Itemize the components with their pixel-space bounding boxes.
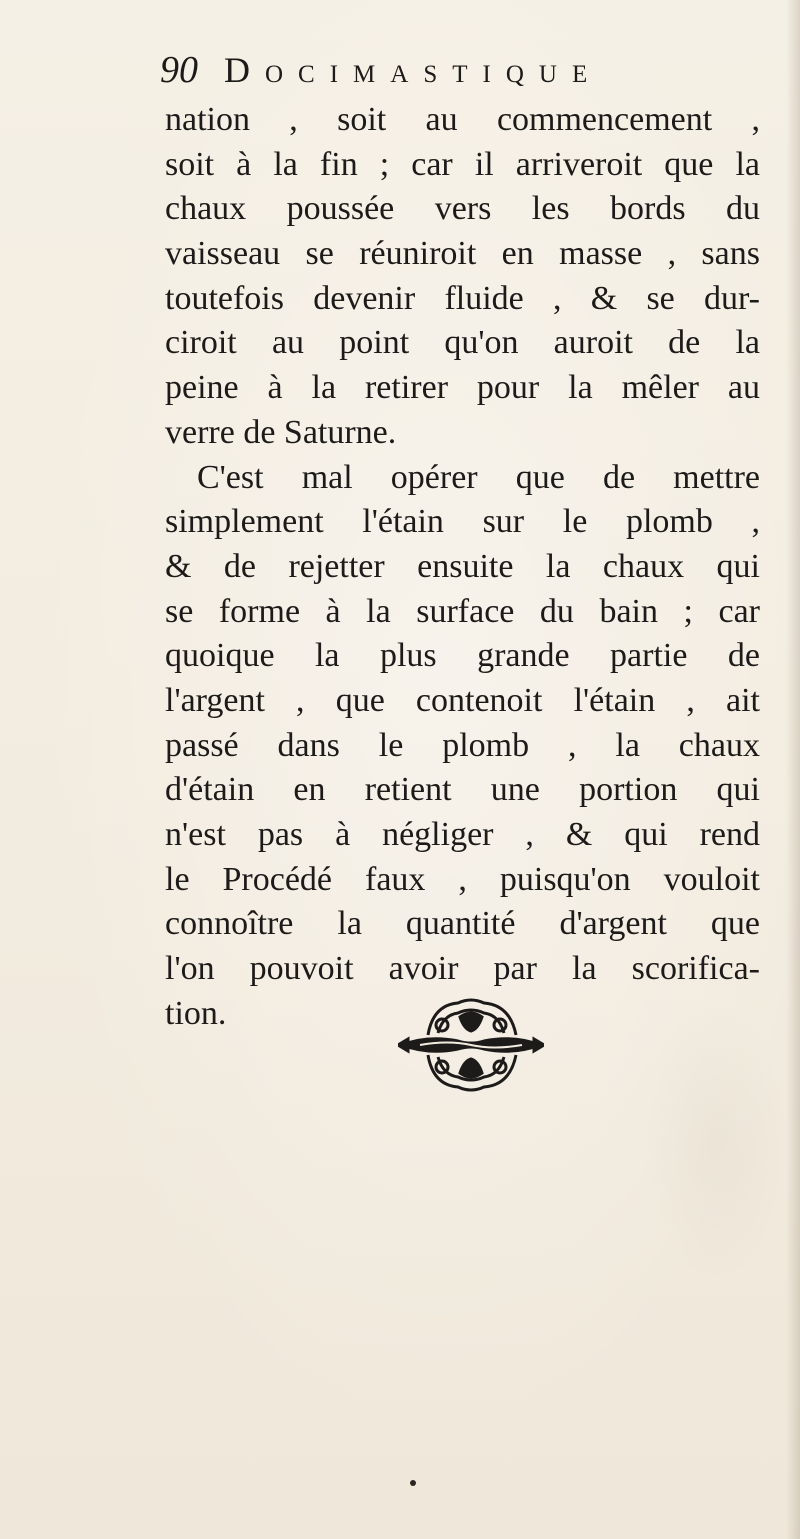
page-number: 90 <box>160 49 198 91</box>
text-line: se forme à la surface du bain ; car <box>165 592 760 630</box>
text-line: vaisseau se réuniroit en masse , sans <box>165 235 760 273</box>
text-line: chaux poussée vers les bords du <box>165 190 760 228</box>
running-title: Docimastique <box>224 50 603 90</box>
text-line: C'est mal opérer que de mettre <box>197 458 760 496</box>
text-line: & de rejetter ensuite la chaux qui <box>165 547 760 585</box>
text-line: l'on pouvoit avoir par la scorifica- <box>165 950 760 988</box>
text-line: tion. <box>165 994 227 1032</box>
text-line: connoître la quantité d'argent que <box>165 905 760 943</box>
text-line: peine à la retirer pour la mêler au <box>165 369 760 407</box>
text-line: l'argent , que contenoit l'étain , ait <box>165 681 760 719</box>
page-edge-shadow <box>786 0 800 1539</box>
show-through-stain <box>640 1000 790 1280</box>
page-header <box>160 48 680 92</box>
text-line: le Procédé faux , puisqu'on vouloit <box>165 860 760 898</box>
text-line: nation , soit au commencement , <box>165 101 760 138</box>
text-line: soit à la fin ; car il arriveroit que la <box>165 145 760 183</box>
text-line: quoique la plus grande partie de <box>165 637 760 675</box>
tail-piece-ornament <box>398 995 544 1095</box>
text-line: n'est pas à négliger , & qui rend <box>165 816 760 853</box>
text-line: passé dans le plomb , la chaux <box>165 726 760 764</box>
ink-speck <box>410 1480 416 1486</box>
text-line: ciroit au point qu'on auroit de la <box>165 324 760 362</box>
text-line: verre de Saturne. <box>165 413 397 451</box>
text-line: d'étain en retient une portion qui <box>165 771 760 809</box>
text-body <box>165 98 760 1036</box>
text-line: simplement l'étain sur le plomb , <box>165 503 760 541</box>
text-line: toutefois devenir fluide , & se dur- <box>165 279 760 317</box>
